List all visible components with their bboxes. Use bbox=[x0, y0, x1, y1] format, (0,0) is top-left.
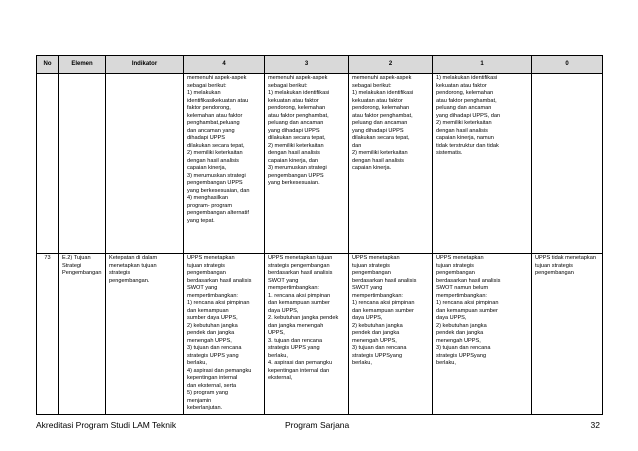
footer-center-text: Program Sarjana bbox=[285, 420, 350, 430]
cell-elemen: E.2) Tujuan Strategi Pengembangan bbox=[59, 254, 106, 415]
header-score-3: 3 bbox=[265, 56, 349, 74]
header-elemen: Elemen bbox=[59, 56, 106, 74]
cell-score-2: memenuhi aspek-aspek sebagai berikut: 1) melakukan identifikasi kekuatan atau faktor pendorong, kelemahan atau faktor penghambat, peluang dan ancaman yang dihadapi UPPS dilakukan secara tepat, dan 2) memiliki keterkaitan dengan hasil analisis capaian kinerja. bbox=[349, 74, 433, 254]
cell-score-0 bbox=[532, 74, 603, 254]
cell-score-1: UPPS menetapkan tujuan strategis pengembangan berdasarkan hasil analisis SWOT namun belum mempertimbangkan: 1) rencana aksi pimpinan dan kemampuan sumber daya UPPS, 2) kebutuhan jangka pendek dan jangka menengah UPPS, 3) tujuan dan rencana strategis UPPSyang berlaku, bbox=[433, 254, 532, 415]
cell-no: 73 bbox=[37, 254, 59, 415]
cell-score-4: UPPS menetapkan tujuan strategis pengembangan berdasarkan hasil analisis SWOT yang mempertimbangkan: 1) rencana aksi pimpinan dan kemampuan sumber daya UPPS, 2) kebutuhan jangka pendek dan jangka menengah UPPS, 3) tujuan dan rencana strategis UPPS yang berlaku, 4) aspirasi dan pemangku kepentingan internal dan eksternal, serta 5) program yang menjamin keberlanjutan. bbox=[184, 254, 265, 415]
cell-score-4: memenuhi aspek-aspek sebagai berikut: 1) melakukan identifikasikekuatan atau faktor pendorong, kelemahan atau faktor penghambat,peluang dan ancaman yang dihadapi UPPS dilakukan secara tepat, 2) memiliki keterkaitan dengan hasil analisis capaian kinerja, 3) merumuskan strategi pengembangan UPPS yang berkesesuaian, dan 4) menghasilkan program- program pengembangan alternatif yang tepat. bbox=[184, 74, 265, 254]
cell-elemen bbox=[59, 74, 106, 254]
cell-score-3: memenuhi aspek-aspek sebagai berikut: 1) melakukan identifikasi kekuatan atau faktor pendorong, kelemahan atau faktor penghambat, peluang dan ancaman yang dihadapi UPPS dilakukan secara tepat, 2) memiliki keterkaitan dengan hasil analisis capaian kinerja, dan 3) merumuskan strategi pengembangan UPPS yang berkesesuaian. bbox=[265, 74, 349, 254]
cell-indikator bbox=[106, 74, 184, 254]
table-row bbox=[37, 254, 603, 415]
header-no: No bbox=[37, 56, 59, 74]
header-score-1: 1 bbox=[433, 56, 532, 74]
header-indikator: Indikator bbox=[106, 56, 184, 74]
cell-no bbox=[37, 74, 59, 254]
rubric-table bbox=[36, 55, 603, 415]
cell-indikator: Ketepatan di dalam menetapkan tujuan strategis pengembangan. bbox=[106, 254, 184, 415]
header-score-0: 0 bbox=[532, 56, 603, 74]
cell-score-0: UPPS tidak menetapkan tujuan strategis pengembangan bbox=[532, 254, 603, 415]
footer-left-text: Akreditasi Program Studi LAM Teknik bbox=[36, 420, 177, 430]
cell-score-2: UPPS menetapkan tujuan strategis pengembangan berdasarkan hasil analisis SWOT yang mempertimbangkan: 1) rencana aksi pimpinan dan kemampuan sumber daya UPPS, 2) kebutuhan jangka pendek dan jangka menengah UPPS, 3) tujuan dan rencana strategis UPPSyang berlaku, bbox=[349, 254, 433, 415]
header-score-2: 2 bbox=[349, 56, 433, 74]
cell-score-1: 1) melakukan identifikasi kekuatan atau faktor pendorong, kelemahan atau faktor penghambat, peluang dan ancaman yang dihadapi UPPS, dan 2) memiliki keterkaitan dengan hasil analisis capaian kinerja, namun tidak terstruktur dan tidak sistematis. bbox=[433, 74, 532, 254]
cell-score-3: UPPS menetapkan tujuan strategis pengembangan berdasarkan hasil analisis SWOT yang mempertimbangkan: 1. rencana aksi pimpinan dan kemampuan sumber daya UPPS, 2. kebutuhan jangka pendek dan jangka menengah UPPS, 3. tujuan dan rencana strategis UPPS yang berlaku, 4. aspirasi dan pemangku kepentingan internal dan eksternal, bbox=[265, 254, 349, 415]
table-header-row bbox=[37, 56, 603, 74]
page-number: 32 bbox=[590, 420, 600, 430]
header-score-4: 4 bbox=[184, 56, 265, 74]
table-row bbox=[37, 74, 603, 254]
